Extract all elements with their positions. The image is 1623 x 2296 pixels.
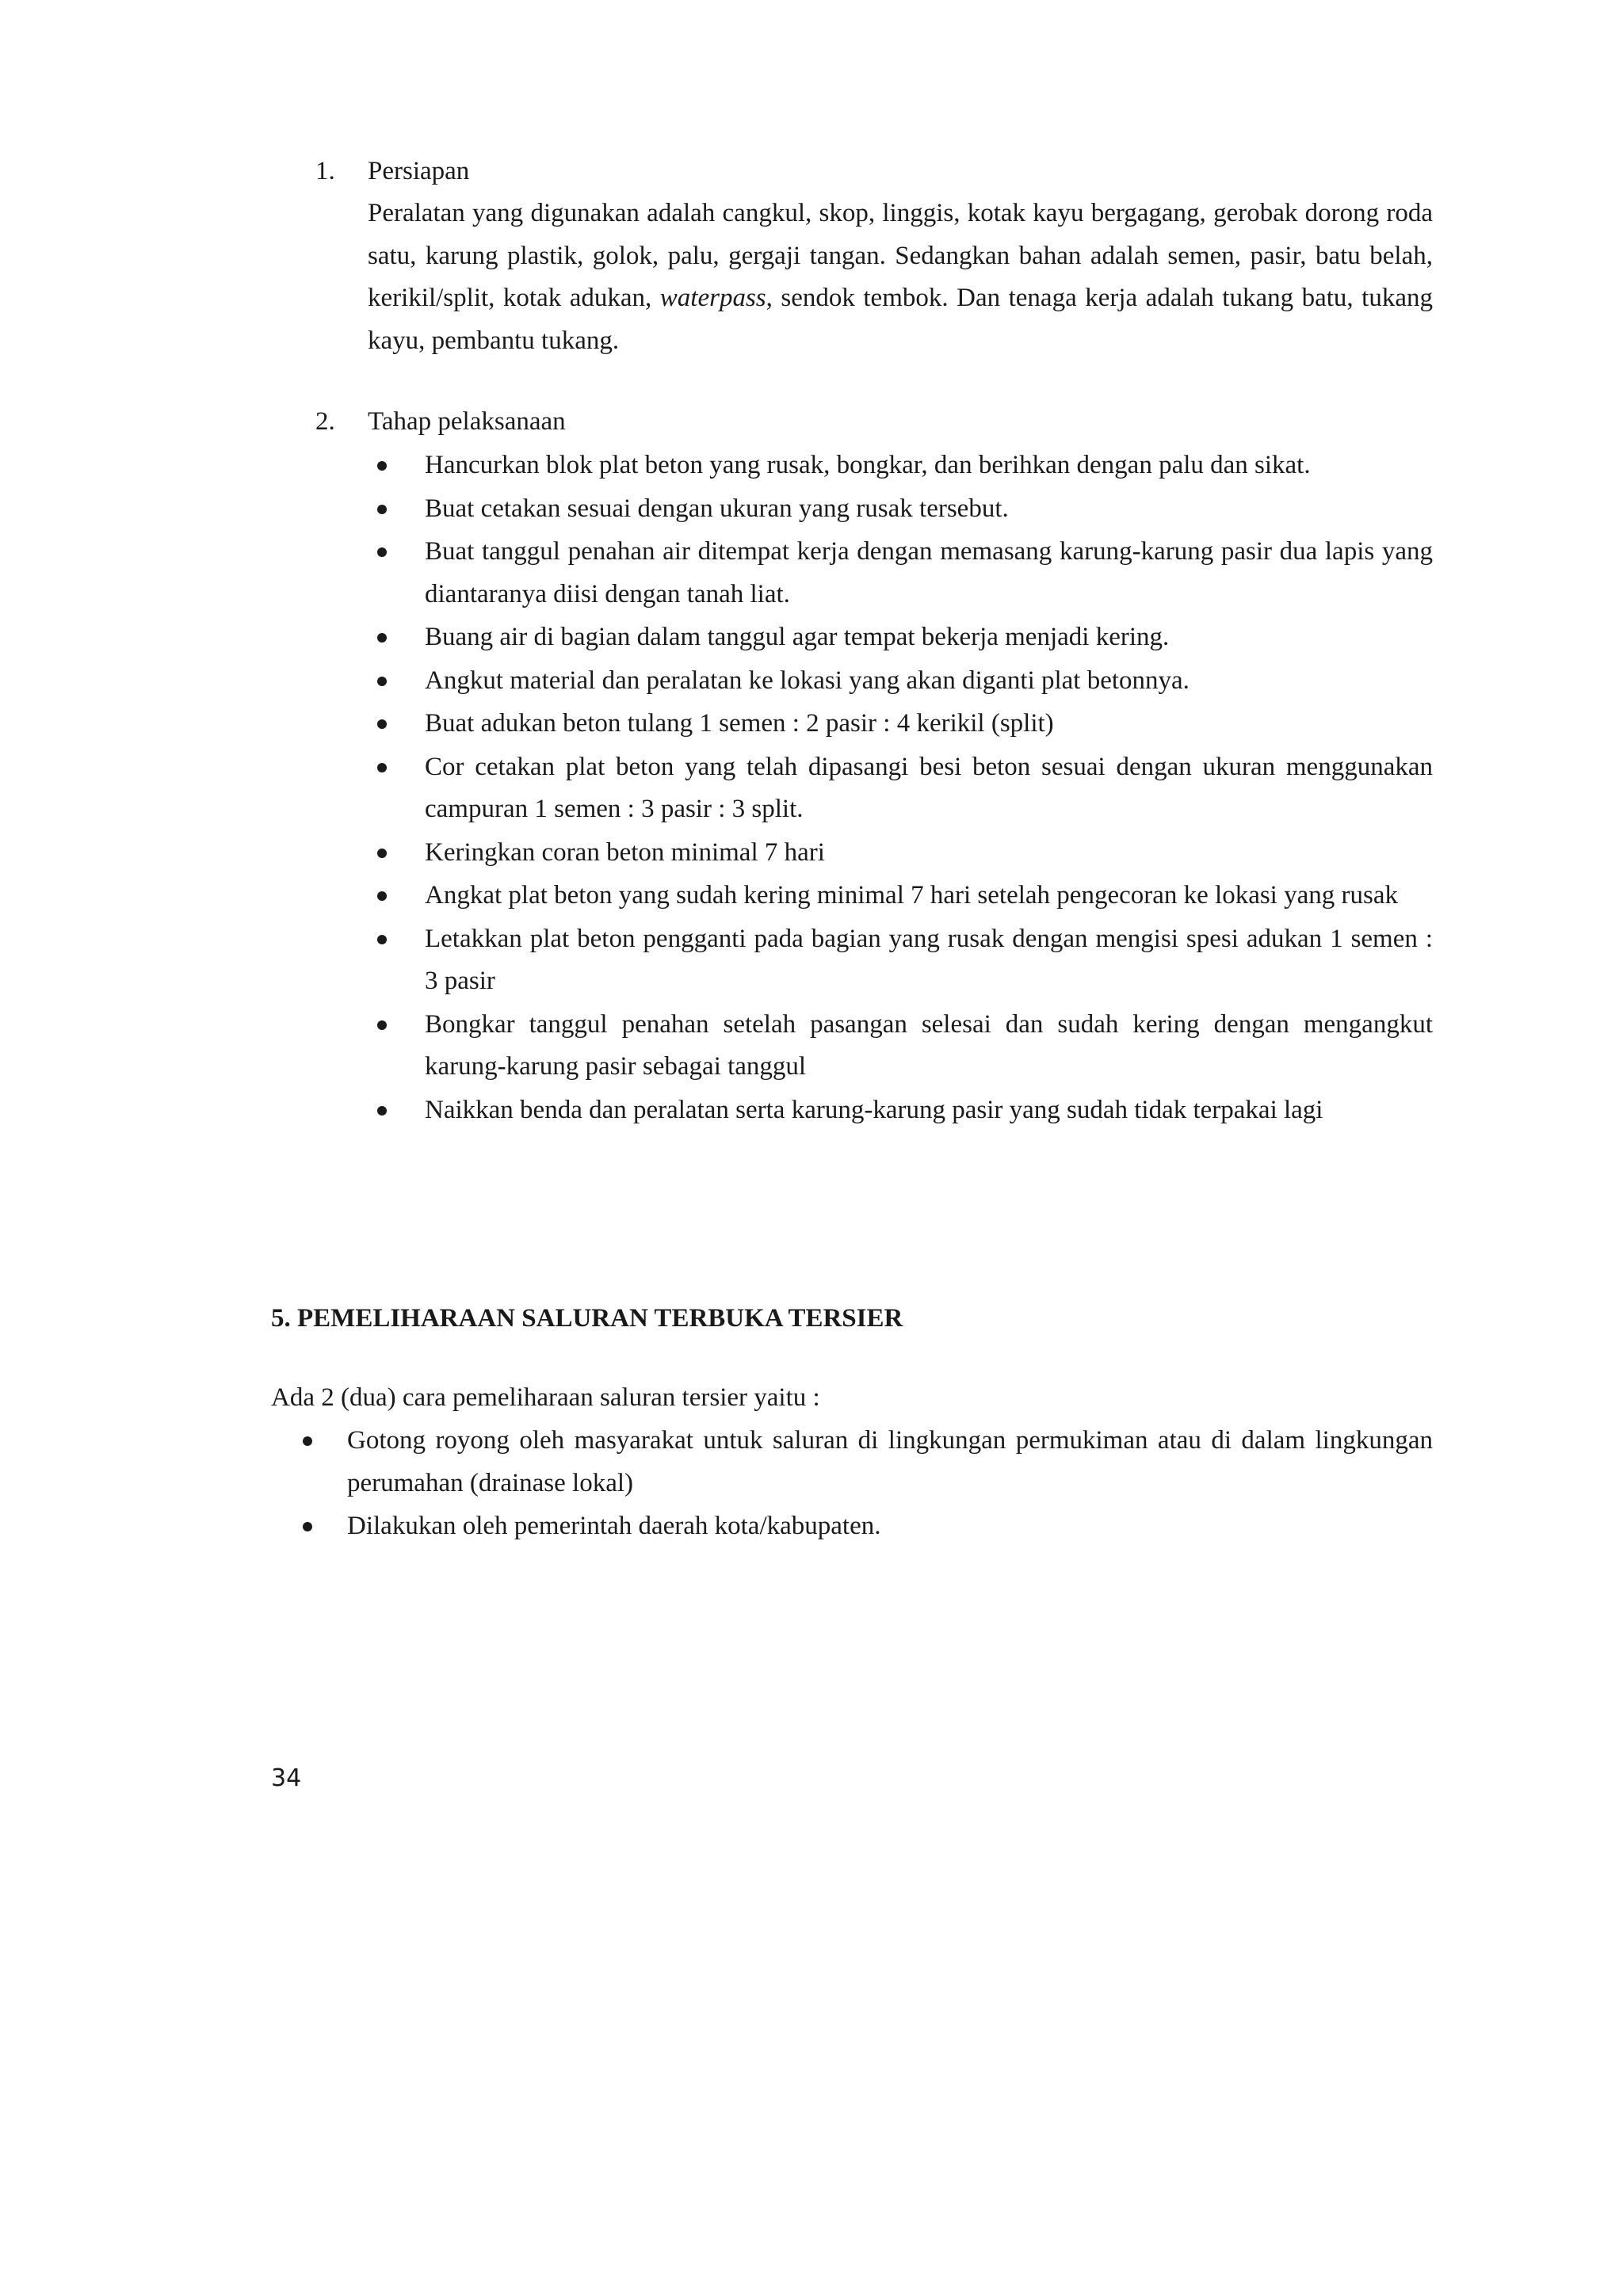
bullet-item [425, 488, 1433, 531]
bullet-item [425, 703, 1433, 746]
bullet-text: Buat cetakan sesuai dengan ukuran yang rusak tersebut. [425, 494, 1009, 523]
intro-text: Ada 2 (dua) cara pemeliharaan saluran tersier yaitu : [271, 1383, 820, 1412]
bullet-text: Hancurkan blok plat beton yang rusak, bongkar, dan berihkan dengan palu dan sikat. [425, 451, 1311, 479]
bullet-icon [377, 763, 387, 772]
bullet-item [425, 616, 1433, 659]
bullet-icon [377, 461, 387, 471]
bullet-icon [377, 1106, 387, 1116]
bullet-item [425, 660, 1433, 703]
bullet-text: Buat adukan beton tulang 1 semen : 2 pasir : 4 kerikil (split) [425, 709, 1054, 738]
bullet-item [425, 832, 1433, 875]
paragraph-text: , sendok tembok. Dan tenaga kerja adalah tukang batu, tukang kayu, pembantu tukang. [368, 284, 1433, 355]
bullet-item [347, 1505, 1433, 1548]
section-heading: 5. PEMELIHARAAN SALURAN TERBUKA TERSIER [271, 1304, 903, 1333]
bullet-icon [303, 1522, 312, 1531]
bullet-text: Letakkan plat beton pengganti pada bagian yang rusak dengan mengisi spesi adukan 1 semen : 3 pasir [425, 924, 1433, 995]
bullet-icon [377, 935, 387, 944]
bullet-text: Angkut material dan peralatan ke lokasi yang akan diganti plat betonnya. [425, 666, 1190, 695]
bullet-icon [303, 1436, 312, 1446]
bullet-text: Angkat plat beton yang sudah kering minimal 7 hari setelah pengecoran ke lokasi yang rusak [425, 881, 1398, 910]
bullet-icon [377, 1020, 387, 1030]
list-item-title: Tahap pelaksanaan [368, 407, 566, 436]
bullet-icon [377, 547, 387, 557]
bullet-item [425, 1004, 1433, 1089]
bullet-text: Dilakukan oleh pemerintah daerah kota/kabupaten. [347, 1512, 881, 1540]
paragraph-italic-term: waterpass [659, 284, 766, 312]
bullet-text: Gotong royong oleh masyarakat untuk saluran di lingkungan permukiman atau di dalam lingkungan perumahan (drainase lokal) [347, 1426, 1433, 1497]
list-number: 2. [315, 407, 335, 436]
bullet-item [425, 444, 1433, 487]
page-number: 34 [271, 1764, 302, 1792]
bullet-icon [377, 505, 387, 514]
steps-list [425, 444, 1433, 1132]
bullet-icon [377, 891, 387, 901]
bullet-item [425, 875, 1433, 917]
bullet-text: Naikkan benda dan peralatan serta karung-karung pasir yang sudah tidak terpakai lagi [425, 1095, 1323, 1124]
bullet-icon [377, 677, 387, 686]
paragraph-text: Peralatan yang digunakan adalah cangkul, skop, linggis, kotak kayu bergagang, gerobak dorong roda satu, karung plastik, golok, palu, gergaji tangan. Sedangkan bahan adalah semen, pasir, batu belah, kerikil/split, kotak adukan, [368, 199, 1433, 312]
bullet-item [347, 1420, 1433, 1505]
bullet-icon [377, 719, 387, 729]
bullet-text: Cor cetakan plat beton yang telah dipasangi besi beton sesuai dengan ukuran menggunakan campuran 1 semen : 3 pasir : 3 split. [425, 752, 1433, 823]
bullet-item [425, 531, 1433, 616]
list-number: 1. [315, 157, 335, 185]
bullet-item [425, 746, 1433, 831]
list-item-title: Persiapan [368, 157, 470, 185]
bullet-icon [377, 633, 387, 643]
bullet-text: Keringkan coran beton minimal 7 hari [425, 837, 825, 867]
bullet-item [425, 1089, 1433, 1132]
bullet-item [425, 918, 1433, 1003]
bullet-text: Buat tanggul penahan air ditempat kerja dengan memasang karung-karung pasir dua lapis yang diantaranya diisi dengan tanah liat. [425, 537, 1433, 608]
persiapan-paragraph [368, 193, 1433, 362]
bullet-text: Buang air di bagian dalam tanggul agar tempat bekerja menjadi kering. [425, 623, 1170, 651]
bullet-icon [377, 849, 387, 858]
methods-list [347, 1420, 1433, 1549]
bullet-text: Bongkar tanggul penahan setelah pasangan selesai dan sudah kering dengan mengangkut karung-karung pasir sebagai tanggul [425, 1009, 1433, 1081]
